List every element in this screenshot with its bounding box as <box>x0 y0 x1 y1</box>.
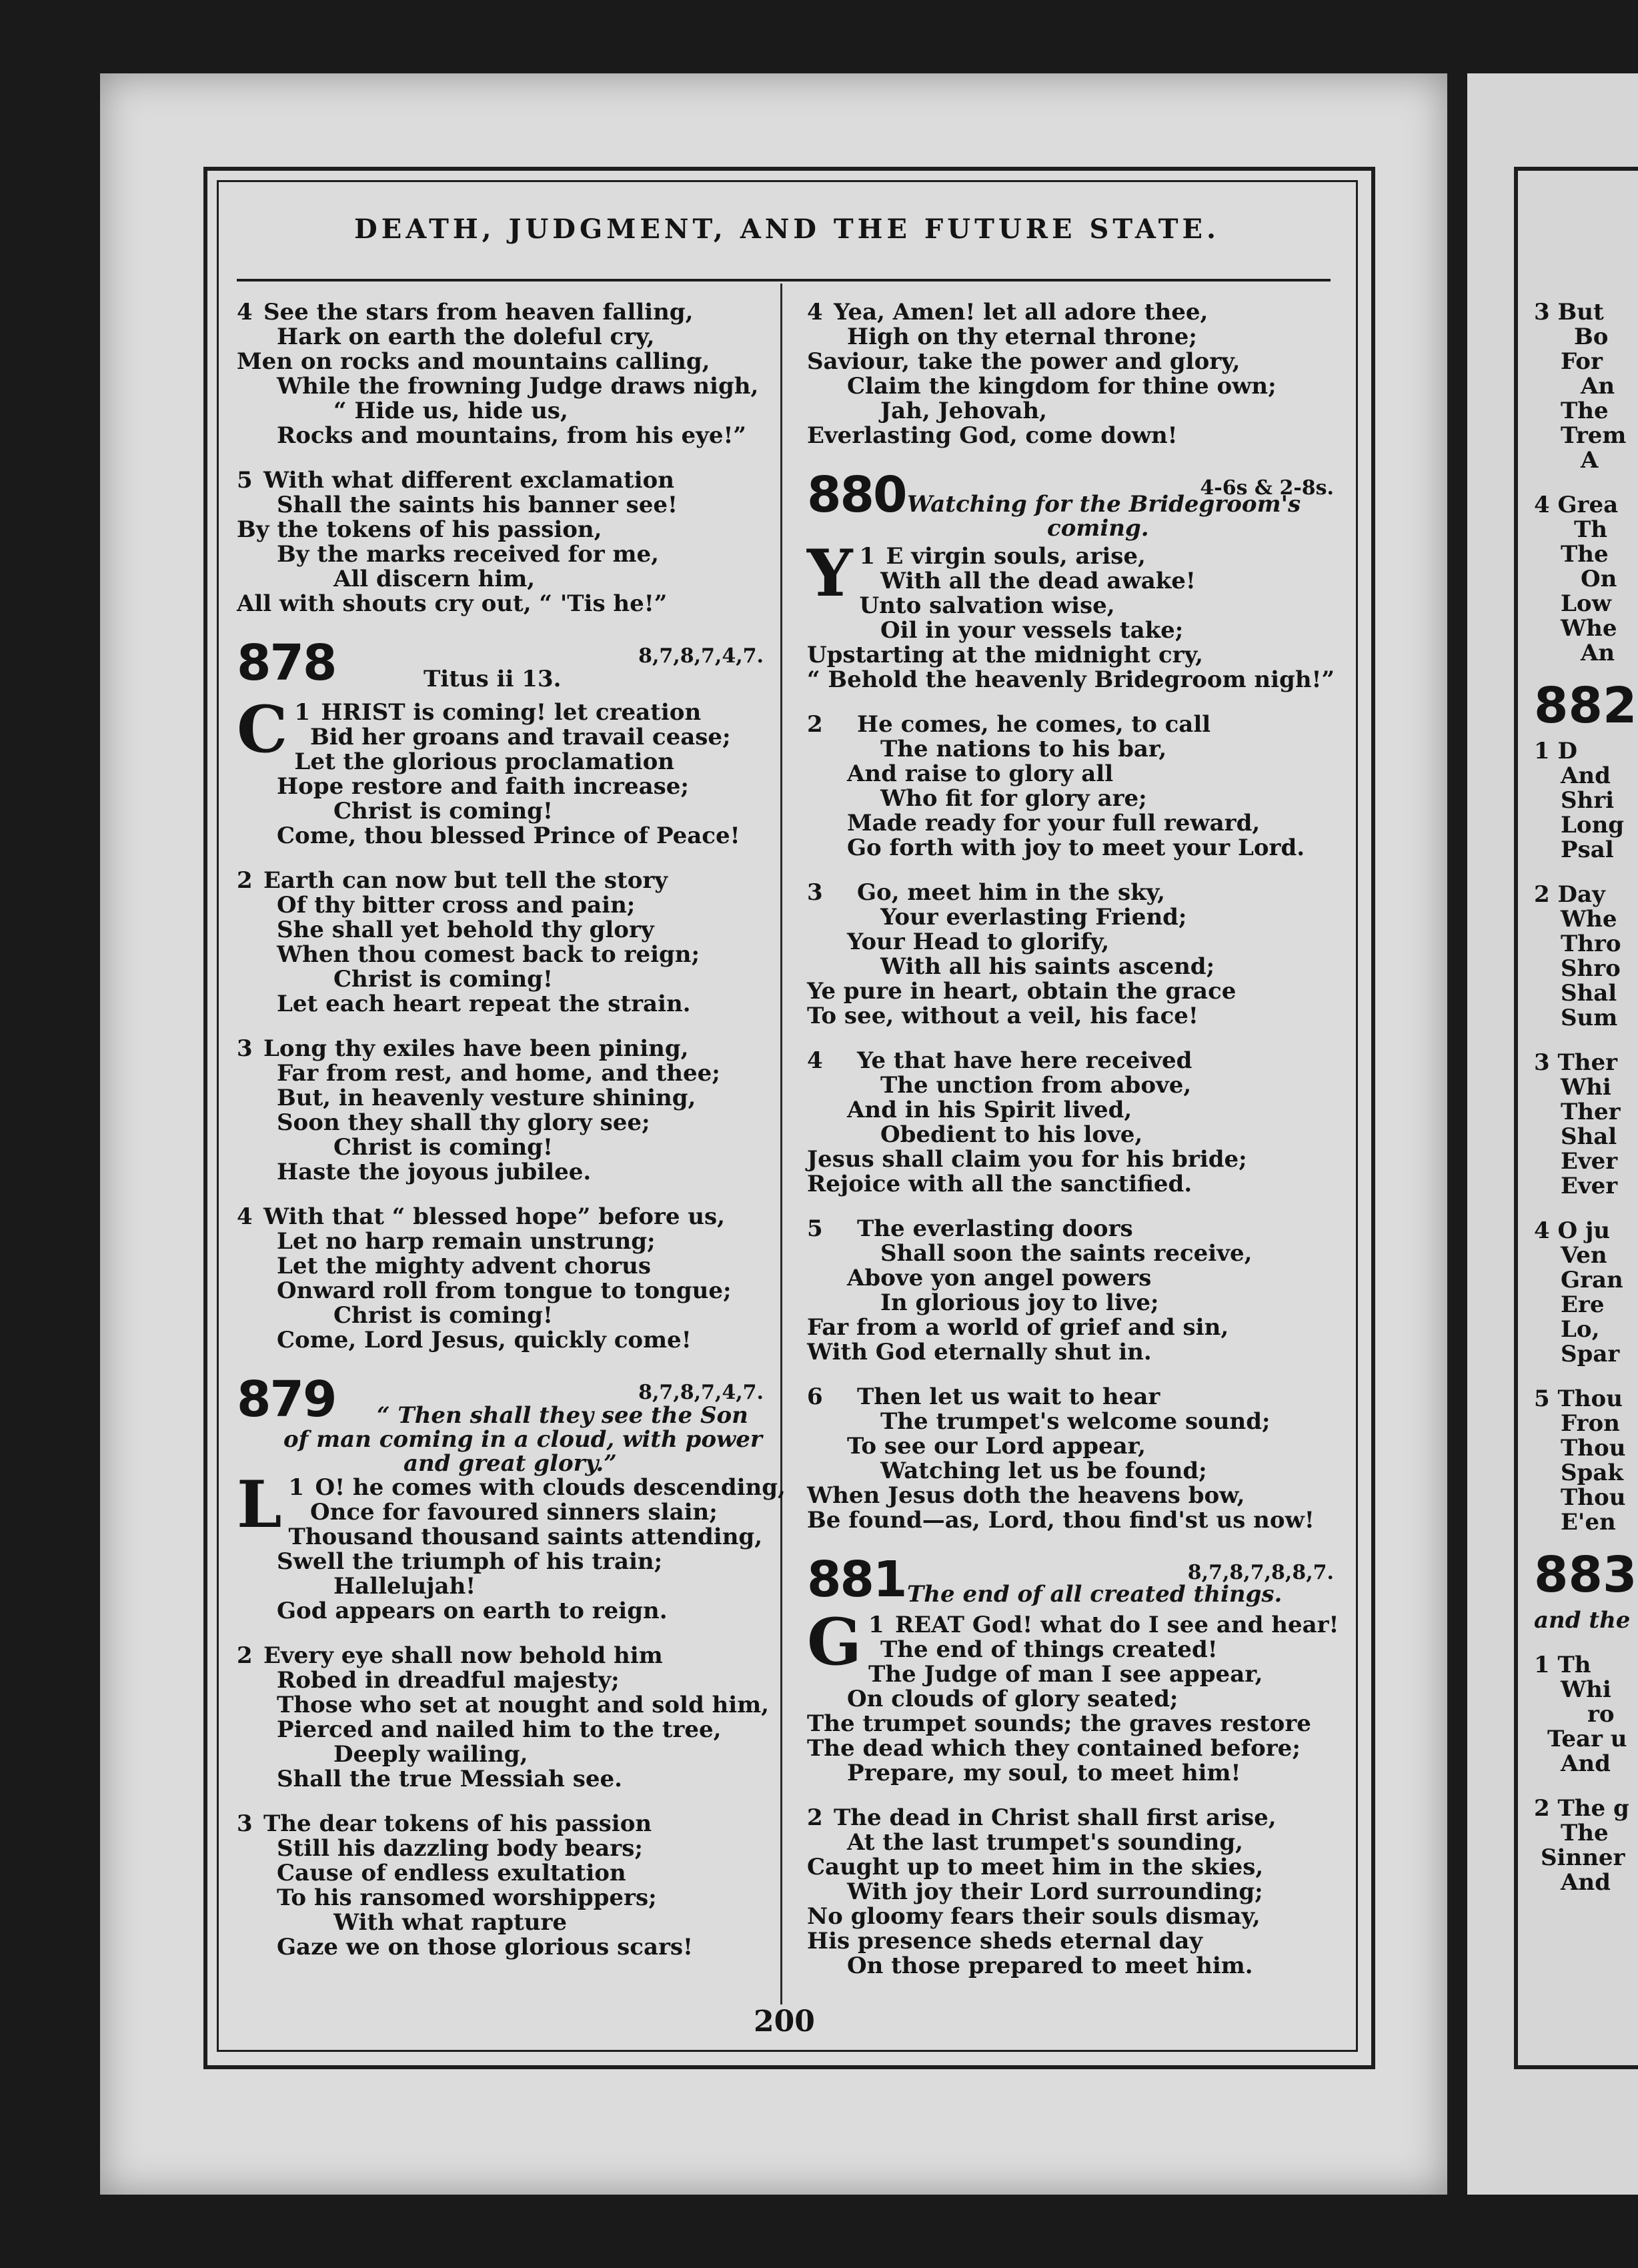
verse-line: He comes, he comes, to call <box>857 711 1211 738</box>
verse-line: The unction from above, <box>880 1072 1192 1099</box>
cropped-line: 1 Th <box>1534 1652 1591 1678</box>
hymn-number: 881 <box>807 1551 906 1608</box>
verse-line: The dear tokens of his passion <box>263 1810 652 1837</box>
stanza <box>807 1049 1341 1197</box>
verse-number: 1 <box>288 1474 305 1501</box>
cropped-line: Trem <box>1561 422 1627 449</box>
verse-line: With what different exclamation <box>263 467 674 494</box>
cropped-line: The <box>1561 541 1609 568</box>
verse-line: Everlasting God, come down! <box>807 422 1178 449</box>
verse-line: Bid her groans and travail cease; <box>310 724 731 750</box>
verse-line: When Jesus doth the heavens bow, <box>807 1482 1245 1509</box>
cropped-line: 3 Ther <box>1534 1049 1618 1076</box>
cropped-line: Spar <box>1561 1341 1620 1367</box>
verse-line: All with shouts cry out, “ 'Tis he!” <box>237 590 668 617</box>
verse-line: Let no harp remain unstrung; <box>277 1228 656 1255</box>
verse-line: Far from a world of grief and sin, <box>807 1314 1229 1341</box>
verse-line: Yea, Amen! let all adore thee, <box>834 299 1208 326</box>
verse-line: The everlasting doors <box>857 1215 1133 1242</box>
verse-line: Those who set at nought and sold him, <box>277 1692 770 1718</box>
verse-line: Go, meet him in the sky, <box>857 879 1166 906</box>
verse-line: The dead which they contained before; <box>807 1735 1301 1762</box>
hymn-number: 878 <box>237 634 336 692</box>
hymn-title-line: coming. <box>1047 515 1149 542</box>
cropped-line: Long <box>1561 812 1625 838</box>
verse-line: Saviour, take the power and glory, <box>807 348 1241 375</box>
verse-line: Once for favoured sinners slain; <box>310 1499 718 1526</box>
hymn-number: 882 <box>1534 677 1637 734</box>
cropped-line: An <box>1581 640 1615 666</box>
verse-line: Rejoice with all the sanctified. <box>807 1171 1192 1197</box>
verse-line: And raise to glory all <box>847 760 1114 787</box>
verse-line: Earth can now but tell the story <box>263 867 668 894</box>
verse-line: Rocks and mountains, from his eye!” <box>277 422 746 449</box>
verse-line: Let the mighty advent chorus <box>277 1253 651 1279</box>
verse-line: Your everlasting Friend; <box>880 904 1187 931</box>
verse-line: Shall soon the saints receive, <box>880 1240 1253 1267</box>
verse-line: Let each heart repeat the strain. <box>277 991 691 1017</box>
cropped-line: Shri <box>1561 787 1615 814</box>
verse-number: 4 <box>807 299 823 326</box>
verse-number: 4 <box>237 1203 253 1230</box>
stanza <box>807 1385 1341 1533</box>
verse-number: 6 <box>807 1383 823 1410</box>
cropped-line: Gran <box>1561 1267 1623 1293</box>
cropped-line: Thro <box>1561 931 1621 957</box>
verse-line: Hope restore and faith increase; <box>277 773 689 800</box>
cropped-line: Shal <box>1561 1123 1617 1150</box>
verse-line: Oil in your vessels take; <box>880 617 1184 644</box>
cropped-line: Whi <box>1561 1074 1611 1101</box>
verse-line: Swell the triumph of his train; <box>277 1548 663 1575</box>
hymn-title-line: “ Then shall they see the Son <box>377 1402 748 1429</box>
verse-line: Watching let us be found; <box>880 1458 1207 1484</box>
cropped-line: An <box>1581 373 1615 400</box>
cropped-line: For <box>1561 348 1603 375</box>
verse-line: Claim the kingdom for thine own; <box>847 373 1277 400</box>
verse-line: High on thy eternal throne; <box>847 324 1197 350</box>
cropped-line: Whe <box>1561 906 1617 933</box>
verse-line: Shall the true Messiah see. <box>277 1766 622 1792</box>
cropped-line: Shal <box>1561 980 1617 1007</box>
verse-number: 1 <box>859 543 876 570</box>
stanza <box>237 1205 770 1353</box>
verse-line: Far from rest, and home, and thee; <box>277 1060 720 1087</box>
verse-number: 1 <box>294 699 311 726</box>
verse-line: Christ is coming! <box>333 798 553 824</box>
verse-line: Unto salvation wise, <box>859 592 1115 619</box>
cropped-line: 5 Thou <box>1534 1385 1623 1412</box>
verse-line: Robed in dreadful majesty; <box>277 1667 620 1694</box>
verse-line: Gaze we on those glorious scars! <box>277 1934 693 1960</box>
verse-number: 4 <box>807 1047 823 1074</box>
verse-line: Come, Lord Jesus, quickly come! <box>277 1327 692 1353</box>
hymn-title-line: Watching for the Bridegroom's <box>907 491 1301 518</box>
verse-line: The dead in Christ shall first arise, <box>834 1804 1277 1831</box>
cropped-line: Low <box>1561 590 1611 617</box>
verse-line: Long thy exiles have been pining, <box>263 1035 689 1062</box>
hymn-title-line: and great glory.” <box>403 1450 617 1477</box>
verse-line: At the last trumpet's sounding, <box>847 1829 1243 1856</box>
stanza <box>237 1812 770 1960</box>
verse-line: In glorious joy to live; <box>880 1289 1159 1316</box>
verse-line: On those prepared to meet him. <box>847 1952 1253 1979</box>
verse-line: Ye that have here received <box>857 1047 1192 1074</box>
right-column <box>807 300 1341 1999</box>
cropped-line: ro <box>1587 1701 1615 1728</box>
verse-line: Christ is coming! <box>333 1134 553 1161</box>
verse-line: Be found—as, Lord, thou find'st us now! <box>807 1507 1315 1534</box>
cropped-line: Ere <box>1561 1291 1605 1318</box>
page-number: 200 <box>754 2005 815 2039</box>
drop-cap: Y <box>807 536 853 611</box>
verse-line: With God eternally shut in. <box>807 1339 1152 1365</box>
verse-line: HRIST is coming! let creation <box>321 699 702 726</box>
hymn-meter: 8,7,8,7,4,7. <box>638 1381 764 1404</box>
header-rule <box>237 279 1331 281</box>
verse-line: Haste the joyous jubilee. <box>277 1159 592 1185</box>
hymn-title-line: The end of all created things. <box>907 1581 1283 1608</box>
cropped-line: Thou <box>1561 1435 1626 1462</box>
verse-number: 2 <box>237 1642 253 1669</box>
stanza <box>807 712 1341 861</box>
stanza <box>237 300 770 448</box>
verse-line: To his ransomed worshippers; <box>277 1884 657 1911</box>
verse-line: All discern him, <box>333 566 536 592</box>
cropped-line: Ven <box>1561 1242 1607 1269</box>
verse-line: See the stars from heaven falling, <box>263 299 694 326</box>
stanza <box>807 536 1341 693</box>
stanza <box>807 881 1341 1029</box>
verse-line: With that “ blessed hope” before us, <box>263 1203 725 1230</box>
verse-line: Jah, Jehovah, <box>880 398 1047 424</box>
cropped-line: Whe <box>1561 615 1617 642</box>
verse-line: Pierced and nailed him to the tree, <box>277 1716 722 1743</box>
hymn-number: 880 <box>807 466 906 524</box>
cropped-line: Spak <box>1561 1460 1623 1486</box>
cropped-line: Sinner <box>1541 1844 1625 1871</box>
verse-line: Hallelujah! <box>333 1573 476 1600</box>
cropped-line: Sum <box>1561 1005 1618 1031</box>
cropped-line: 2 Day <box>1534 881 1605 908</box>
verse-number: 2 <box>807 711 823 738</box>
cropped-line: Th <box>1574 516 1608 543</box>
verse-line: Who fit for glory are; <box>880 785 1147 812</box>
cropped-line: E'en <box>1561 1509 1616 1536</box>
verse-line: Still his dazzling body bears; <box>277 1835 643 1862</box>
left-column <box>237 299 786 1980</box>
verse-line: But, in heavenly vesture shining, <box>277 1085 696 1111</box>
next-page-column <box>1534 300 1638 1895</box>
verse-line: The nations to his bar, <box>880 736 1167 762</box>
cropped-line: 4 Grea <box>1534 492 1619 518</box>
column-divider <box>780 284 782 2005</box>
verse-line: With what rapture <box>333 1909 568 1936</box>
verse-line: When thou comest back to reign; <box>277 941 700 968</box>
verse-line: Then let us wait to hear <box>857 1383 1160 1410</box>
cropped-line: Thou <box>1561 1484 1626 1511</box>
hymn-meter: 8,7,8,7,4,7. <box>638 644 764 668</box>
verse-line: Every eye shall now behold him <box>263 1642 663 1669</box>
hymn-header <box>237 1371 770 1477</box>
verse-line: Soon they shall thy glory see; <box>277 1109 650 1136</box>
verse-line: O! he comes with clouds descending, <box>315 1474 786 1501</box>
cropped-line: On <box>1581 566 1617 592</box>
verse-line: To see, without a veil, his face! <box>807 1003 1198 1029</box>
hymn-number: 883 <box>1534 1546 1637 1604</box>
cropped-line: Ther <box>1561 1099 1621 1125</box>
verse-line: Come, thou blessed Prince of Peace! <box>277 822 740 849</box>
verse-line: Deeply wailing, <box>333 1741 528 1768</box>
cropped-line: 3 But <box>1534 300 1604 326</box>
stanza <box>237 692 770 849</box>
verse-number: 3 <box>807 879 823 906</box>
verse-line: The Judge of man I see appear, <box>868 1661 1263 1688</box>
cropped-line: 1 D <box>1534 738 1577 764</box>
hymn-header <box>237 636 770 698</box>
verse-line: The end of things created! <box>880 1636 1218 1663</box>
verse-line: “ Hide us, hide us, <box>333 398 568 424</box>
verse-line: Made ready for your full reward, <box>847 810 1261 836</box>
verse-line: Of thy bitter cross and pain; <box>277 892 636 919</box>
cropped-line: Ever <box>1561 1173 1618 1199</box>
verse-line: Christ is coming! <box>333 966 553 993</box>
verse-line: Obedient to his love, <box>880 1121 1143 1148</box>
hymn-header <box>807 1553 1341 1610</box>
verse-line: No gloomy fears their souls dismay, <box>807 1903 1261 1930</box>
cropped-line: Fron <box>1561 1410 1620 1437</box>
cropped-line: And <box>1561 762 1611 789</box>
cropped-line: Ever <box>1561 1148 1618 1175</box>
cropped-line: Lo, <box>1561 1316 1600 1343</box>
verse-line: The trumpet's welcome sound; <box>880 1408 1271 1435</box>
verse-number: 3 <box>237 1035 253 1062</box>
hymn-number: 879 <box>237 1371 336 1428</box>
verse-number: 2 <box>807 1804 823 1831</box>
cropped-line: The <box>1561 398 1609 424</box>
verse-line: Jesus shall claim you for his bride; <box>807 1146 1247 1173</box>
cropped-line: Psal <box>1561 836 1614 863</box>
verse-number: 3 <box>237 1810 253 1837</box>
cropped-line: And <box>1561 1750 1611 1777</box>
verse-number: 5 <box>807 1215 823 1242</box>
verse-line: Cause of endless exultation <box>277 1860 626 1886</box>
verse-line: With all his saints ascend; <box>880 953 1215 980</box>
verse-number: 1 <box>868 1612 884 1638</box>
hymn-meter: 4-6s & 2-8s. <box>1200 476 1334 500</box>
verse-line: On clouds of glory seated; <box>847 1686 1178 1712</box>
verse-line: His presence sheds eternal day <box>807 1928 1203 1954</box>
verse-line: Let the glorious proclamation <box>294 748 674 775</box>
cropped-line: The <box>1561 1820 1609 1846</box>
drop-cap: L <box>237 1467 282 1542</box>
verse-line: Ye pure in heart, obtain the grace <box>807 978 1237 1005</box>
stanza <box>807 1604 1341 1786</box>
cropped-line: And <box>1561 1869 1611 1895</box>
hymn-header <box>807 468 1341 542</box>
stanza <box>807 300 1341 448</box>
cropped-line: 4 O ju <box>1534 1217 1610 1244</box>
verse-line: While the frowning Judge draws nigh, <box>277 373 759 400</box>
running-header: DEATH, JUDGMENT, AND THE FUTURE STATE. <box>354 213 1220 245</box>
verse-line: God appears on earth to reign. <box>277 1598 668 1624</box>
verse-line: E virgin souls, arise, <box>886 543 1146 570</box>
verse-line: REAT God! what do I see and hear! <box>894 1612 1339 1638</box>
verse-line: Upstarting at the midnight cry, <box>807 642 1203 668</box>
verse-line: Prepare, my soul, to meet him! <box>847 1760 1241 1786</box>
drop-cap: C <box>237 692 288 767</box>
verse-line: By the marks received for me, <box>277 541 659 568</box>
stanza <box>807 1806 1341 1978</box>
stanza <box>237 1037 770 1185</box>
verse-line: With joy their Lord surrounding; <box>847 1878 1263 1905</box>
verse-line: With all the dead awake! <box>880 568 1196 594</box>
verse-line: Hark on earth the doleful cry, <box>277 324 655 350</box>
hymn-title-line: of man coming in a cloud, with power <box>283 1426 762 1453</box>
verse-line: Your Head to glorify, <box>847 929 1110 955</box>
verse-line: Men on rocks and mountains calling, <box>237 348 710 375</box>
stanza <box>237 468 770 616</box>
cropped-line: A <box>1581 447 1599 474</box>
cropped-line: Tear u <box>1547 1726 1627 1752</box>
cropped-line: 2 The g <box>1534 1795 1629 1822</box>
verse-line: Thousand thousand saints attending, <box>288 1524 763 1550</box>
verse-line: And in his Spirit lived, <box>847 1097 1132 1123</box>
cropped-line: Whi <box>1561 1676 1611 1703</box>
verse-line: To see our Lord appear, <box>847 1433 1146 1460</box>
verse-line: Go forth with joy to meet your Lord. <box>847 834 1305 861</box>
verse-line: Christ is coming! <box>333 1302 553 1329</box>
drop-cap: G <box>807 1604 862 1680</box>
stanza <box>237 869 770 1017</box>
stanza <box>237 1644 770 1792</box>
cropped-line: and the <box>1534 1607 1631 1634</box>
verse-line: “ Behold the heavenly Bridegroom nigh!” <box>807 666 1335 693</box>
verse-line: Onward roll from tongue to tongue; <box>277 1277 732 1304</box>
verse-number: 2 <box>237 867 253 894</box>
cropped-line: Bo <box>1574 324 1609 350</box>
verse-number: 5 <box>237 467 253 494</box>
cropped-line: Shro <box>1561 955 1621 982</box>
hymn-meter: 8,7,8,7,8,8,7. <box>1187 1561 1334 1584</box>
verse-line: Shall the saints his banner see! <box>277 492 678 518</box>
verse-line: By the tokens of his passion, <box>237 516 602 543</box>
verse-line: She shall yet behold thy glory <box>277 917 654 943</box>
scripture-reference: Titus ii 13. <box>424 666 562 692</box>
stanza <box>807 1217 1341 1365</box>
verse-line: The trumpet sounds; the graves restore <box>807 1710 1311 1737</box>
stanza <box>237 1467 786 1624</box>
verse-number: 4 <box>237 299 253 326</box>
verse-line: Above yon angel powers <box>847 1265 1152 1291</box>
verse-line: Caught up to meet him in the skies, <box>807 1854 1264 1880</box>
